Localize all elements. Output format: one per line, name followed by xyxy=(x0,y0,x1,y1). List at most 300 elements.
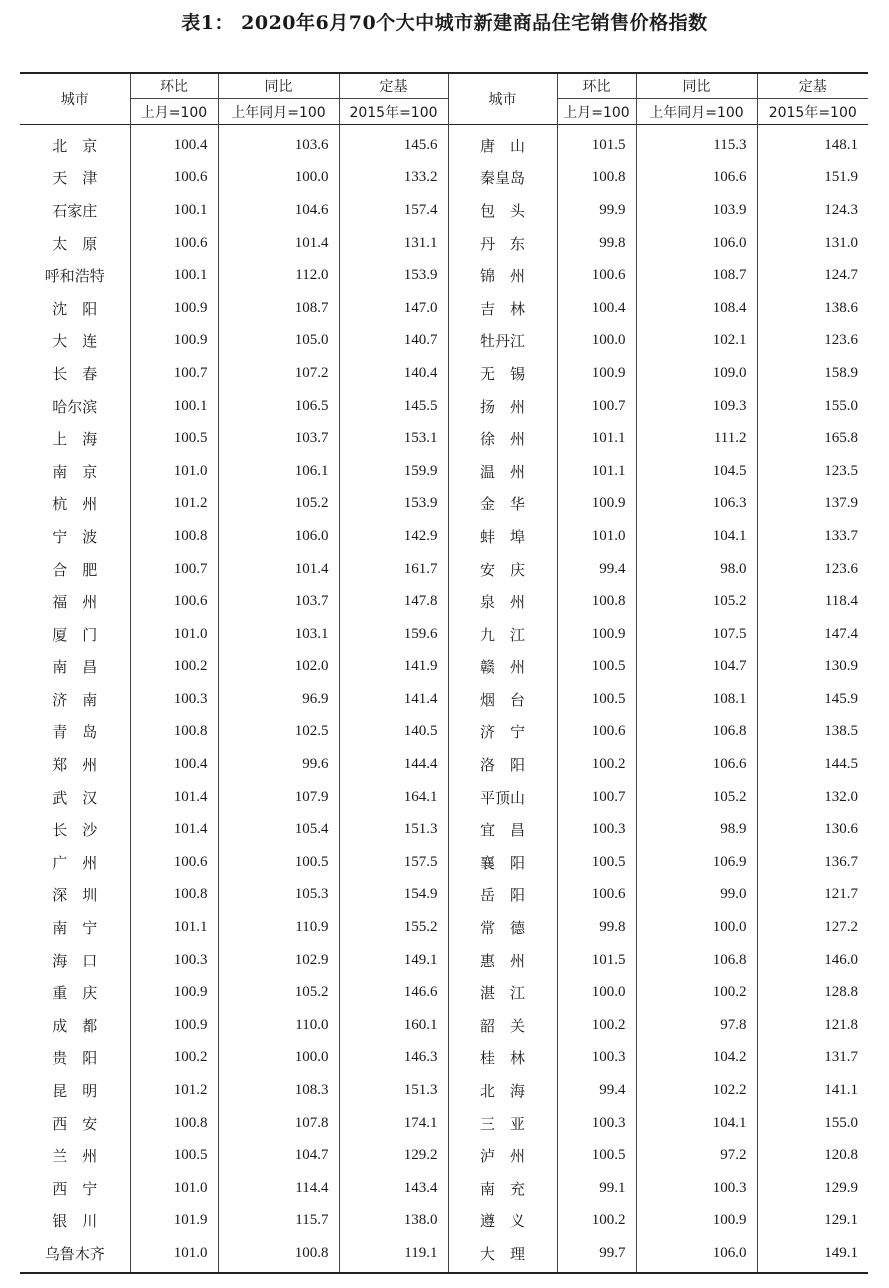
mom-cell-left: 100.7 xyxy=(130,553,218,586)
mom-cell-left: 100.9 xyxy=(130,976,218,1009)
mom-cell-right: 99.1 xyxy=(557,1172,636,1205)
city-cell-left: 石家庄 xyxy=(52,201,98,220)
base-cell-right: 132.0 xyxy=(757,781,868,814)
city-cell-right: 无 锡 xyxy=(448,357,557,390)
mom-cell-left: 101.1 xyxy=(130,911,218,944)
city-cell-right: 蚌 埠 xyxy=(448,520,557,553)
yoy-cell-left: 101.4 xyxy=(218,227,339,260)
base-cell-right: 146.0 xyxy=(757,944,868,977)
table-row xyxy=(20,1107,868,1140)
table-row xyxy=(20,1172,868,1205)
mom-cell-left: 100.9 xyxy=(130,292,218,325)
base-cell-left: 141.4 xyxy=(339,683,448,716)
base-cell-left: 133.2 xyxy=(339,162,448,195)
yoy-cell-left: 106.1 xyxy=(218,455,339,488)
mom-cell-left: 101.0 xyxy=(130,1172,218,1205)
mom-cell-right: 100.3 xyxy=(557,1107,636,1140)
base-cell-left: 161.7 xyxy=(339,553,448,586)
base-cell-left: 151.3 xyxy=(339,813,448,846)
city-cell-left: 广 州 xyxy=(52,853,98,872)
base-cell-left: 145.6 xyxy=(339,125,448,162)
base-cell-left: 164.1 xyxy=(339,781,448,814)
mom-cell-left: 100.8 xyxy=(130,1107,218,1140)
city-cell-left: 沈 阳 xyxy=(52,299,98,318)
mom-cell-right: 100.6 xyxy=(557,716,636,749)
base-cell-left: 145.5 xyxy=(339,390,448,423)
city-cell-right: 温 州 xyxy=(448,455,557,488)
table-row xyxy=(20,879,868,912)
mom-cell-right: 99.9 xyxy=(557,194,636,227)
table-row xyxy=(20,1042,868,1075)
table-row xyxy=(20,390,868,423)
base-cell-left: 140.4 xyxy=(339,357,448,390)
base-cell-left: 146.6 xyxy=(339,976,448,1009)
city-cell-left: 大 连 xyxy=(52,332,98,351)
city-cell-right: 吉 林 xyxy=(448,292,557,325)
city-cell-left: 宁 波 xyxy=(52,527,98,546)
mom-cell-left: 100.9 xyxy=(130,325,218,358)
mom-cell-right: 100.2 xyxy=(557,748,636,781)
yoy-cell-left: 107.2 xyxy=(218,357,339,390)
table-row xyxy=(20,651,868,684)
base-subheader-left: 2015年=100 xyxy=(339,99,448,125)
yoy-cell-left: 99.6 xyxy=(218,748,339,781)
mom-cell-left: 100.8 xyxy=(130,879,218,912)
mom-cell-right: 99.8 xyxy=(557,911,636,944)
yoy-cell-right: 108.7 xyxy=(636,259,757,292)
yoy-cell-left: 106.5 xyxy=(218,390,339,423)
table-row xyxy=(20,292,868,325)
yoy-cell-left: 100.5 xyxy=(218,846,339,879)
base-cell-left: 147.8 xyxy=(339,585,448,618)
mom-cell-right: 100.6 xyxy=(557,259,636,292)
base-header-right: 定基 xyxy=(757,73,868,99)
yoy-cell-right: 98.0 xyxy=(636,553,757,586)
base-cell-left: 153.9 xyxy=(339,488,448,521)
city-cell-left: 太 原 xyxy=(52,234,98,253)
base-cell-left: 140.5 xyxy=(339,716,448,749)
yoy-cell-right: 102.2 xyxy=(636,1074,757,1107)
mom-cell-right: 100.9 xyxy=(557,618,636,651)
base-cell-right: 118.4 xyxy=(757,585,868,618)
base-cell-left: 144.4 xyxy=(339,748,448,781)
mom-cell-left: 100.6 xyxy=(130,846,218,879)
yoy-cell-left: 101.4 xyxy=(218,553,339,586)
base-cell-right: 155.0 xyxy=(757,390,868,423)
mom-cell-left: 100.8 xyxy=(130,520,218,553)
yoy-cell-left: 102.0 xyxy=(218,651,339,684)
table-row xyxy=(20,716,868,749)
mom-cell-right: 100.5 xyxy=(557,846,636,879)
base-cell-right: 133.7 xyxy=(757,520,868,553)
mom-cell-right: 100.8 xyxy=(557,162,636,195)
city-cell-right: 济 宁 xyxy=(448,716,557,749)
city-cell-left: 郑 州 xyxy=(52,756,98,775)
base-subheader-right: 2015年=100 xyxy=(757,99,868,125)
mom-cell-left: 100.2 xyxy=(130,1042,218,1075)
city-cell-left: 南 昌 xyxy=(52,658,98,677)
mom-cell-right: 100.9 xyxy=(557,488,636,521)
base-cell-right: 130.6 xyxy=(757,813,868,846)
table-row xyxy=(20,1074,868,1107)
mom-cell-left: 100.1 xyxy=(130,390,218,423)
table-row xyxy=(20,357,868,390)
yoy-cell-right: 106.0 xyxy=(636,227,757,260)
yoy-cell-left: 110.0 xyxy=(218,1009,339,1042)
mom-cell-left: 100.6 xyxy=(130,227,218,260)
city-cell-left: 长 春 xyxy=(52,364,98,383)
yoy-cell-left: 102.5 xyxy=(218,716,339,749)
base-cell-right: 138.6 xyxy=(757,292,868,325)
table-row xyxy=(20,488,868,521)
table-row xyxy=(20,553,868,586)
yoy-cell-right: 106.8 xyxy=(636,716,757,749)
table-row xyxy=(20,1009,868,1042)
mom-cell-right: 99.4 xyxy=(557,553,636,586)
mom-cell-right: 100.6 xyxy=(557,879,636,912)
table-row xyxy=(20,455,868,488)
mom-cell-left: 100.1 xyxy=(130,194,218,227)
base-header-left: 定基 xyxy=(339,73,448,99)
base-cell-left: 129.2 xyxy=(339,1139,448,1172)
city-cell-right: 泉 州 xyxy=(448,585,557,618)
mom-cell-left: 101.4 xyxy=(130,781,218,814)
city-cell-left: 天 津 xyxy=(52,169,98,188)
city-cell-right: 徐 州 xyxy=(448,422,557,455)
yoy-cell-left: 115.7 xyxy=(218,1205,339,1238)
base-cell-left: 142.9 xyxy=(339,520,448,553)
mom-subheader-right: 上月=100 xyxy=(557,99,636,125)
yoy-cell-left: 108.3 xyxy=(218,1074,339,1107)
city-cell-left: 南 宁 xyxy=(52,919,98,938)
city-cell-left: 呼和浩特 xyxy=(44,267,105,286)
city-cell-right: 唐 山 xyxy=(448,125,557,162)
yoy-cell-right: 104.1 xyxy=(636,520,757,553)
mom-cell-right: 100.7 xyxy=(557,390,636,423)
city-cell-right: 牡丹江 xyxy=(448,325,557,358)
yoy-cell-left: 105.2 xyxy=(218,976,339,1009)
yoy-cell-right: 104.5 xyxy=(636,455,757,488)
yoy-cell-left: 102.9 xyxy=(218,944,339,977)
table-row xyxy=(20,846,868,879)
yoy-cell-right: 108.4 xyxy=(636,292,757,325)
yoy-cell-left: 103.7 xyxy=(218,422,339,455)
base-cell-right: 124.3 xyxy=(757,194,868,227)
base-cell-right: 123.6 xyxy=(757,325,868,358)
yoy-cell-right: 100.2 xyxy=(636,976,757,1009)
city-cell-right: 包 头 xyxy=(448,194,557,227)
base-cell-left: 154.9 xyxy=(339,879,448,912)
city-cell-right: 丹 东 xyxy=(448,227,557,260)
yoy-subheader-left: 上年同月=100 xyxy=(218,99,339,125)
city-cell-right: 安 庆 xyxy=(448,553,557,586)
mom-cell-right: 101.1 xyxy=(557,455,636,488)
base-cell-left: 155.2 xyxy=(339,911,448,944)
city-cell-left: 武 汉 xyxy=(52,788,98,807)
yoy-cell-left: 103.6 xyxy=(218,125,339,162)
mom-cell-right: 100.2 xyxy=(557,1205,636,1238)
mom-cell-right: 100.0 xyxy=(557,976,636,1009)
table-row xyxy=(20,259,868,292)
mom-header-right: 环比 xyxy=(557,73,636,99)
yoy-header-right: 同比 xyxy=(636,73,757,99)
yoy-cell-right: 104.1 xyxy=(636,1107,757,1140)
city-cell-left: 兰 州 xyxy=(52,1147,98,1166)
city-cell-left: 西 宁 xyxy=(52,1179,98,1198)
base-cell-right: 155.0 xyxy=(757,1107,868,1140)
yoy-cell-right: 107.5 xyxy=(636,618,757,651)
table-row xyxy=(20,911,868,944)
yoy-cell-right: 115.3 xyxy=(636,125,757,162)
yoy-cell-left: 103.7 xyxy=(218,585,339,618)
mom-cell-right: 101.1 xyxy=(557,422,636,455)
city-cell-left: 厦 门 xyxy=(52,625,98,644)
yoy-cell-right: 100.3 xyxy=(636,1172,757,1205)
city-cell-right: 锦 州 xyxy=(448,259,557,292)
mom-cell-right: 100.0 xyxy=(557,325,636,358)
mom-cell-left: 100.8 xyxy=(130,716,218,749)
mom-cell-right: 101.5 xyxy=(557,944,636,977)
city-cell-left: 杭 州 xyxy=(52,495,98,514)
yoy-cell-right: 108.1 xyxy=(636,683,757,716)
yoy-cell-right: 109.3 xyxy=(636,390,757,423)
city-cell-right: 洛 阳 xyxy=(448,748,557,781)
yoy-cell-left: 105.0 xyxy=(218,325,339,358)
mom-cell-left: 101.2 xyxy=(130,1074,218,1107)
base-cell-right: 147.4 xyxy=(757,618,868,651)
yoy-cell-right: 109.0 xyxy=(636,357,757,390)
yoy-cell-left: 106.0 xyxy=(218,520,339,553)
mom-cell-left: 101.0 xyxy=(130,1237,218,1273)
mom-cell-right: 100.7 xyxy=(557,781,636,814)
city-cell-left: 济 南 xyxy=(52,690,98,709)
base-cell-right: 130.9 xyxy=(757,651,868,684)
base-cell-left: 131.1 xyxy=(339,227,448,260)
base-cell-right: 149.1 xyxy=(757,1237,868,1273)
city-cell-right: 惠 州 xyxy=(448,944,557,977)
city-cell-left: 深 圳 xyxy=(52,886,98,905)
mom-cell-left: 100.3 xyxy=(130,944,218,977)
city-cell-right: 金 华 xyxy=(448,488,557,521)
city-cell-right: 平顶山 xyxy=(448,781,557,814)
yoy-cell-right: 104.7 xyxy=(636,651,757,684)
base-cell-left: 138.0 xyxy=(339,1205,448,1238)
table-header xyxy=(20,73,868,125)
base-cell-left: 140.7 xyxy=(339,325,448,358)
base-cell-left: 160.1 xyxy=(339,1009,448,1042)
yoy-cell-left: 112.0 xyxy=(218,259,339,292)
base-cell-right: 136.7 xyxy=(757,846,868,879)
yoy-cell-right: 97.2 xyxy=(636,1139,757,1172)
city-cell-right: 韶 关 xyxy=(448,1009,557,1042)
yoy-cell-right: 100.9 xyxy=(636,1205,757,1238)
city-cell-right: 三 亚 xyxy=(448,1107,557,1140)
mom-cell-right: 101.5 xyxy=(557,125,636,162)
base-cell-right: 120.8 xyxy=(757,1139,868,1172)
table-row xyxy=(20,813,868,846)
mom-cell-right: 100.9 xyxy=(557,357,636,390)
yoy-cell-left: 114.4 xyxy=(218,1172,339,1205)
base-cell-right: 151.9 xyxy=(757,162,868,195)
mom-cell-left: 100.6 xyxy=(130,585,218,618)
city-cell-right: 宜 昌 xyxy=(448,813,557,846)
city-cell-right: 烟 台 xyxy=(448,683,557,716)
table-row xyxy=(20,748,868,781)
yoy-cell-right: 106.9 xyxy=(636,846,757,879)
city-cell-right: 南 充 xyxy=(448,1172,557,1205)
base-cell-right: 129.9 xyxy=(757,1172,868,1205)
base-cell-right: 129.1 xyxy=(757,1205,868,1238)
mom-cell-left: 100.4 xyxy=(130,125,218,162)
mom-cell-left: 100.9 xyxy=(130,1009,218,1042)
base-cell-left: 149.1 xyxy=(339,944,448,977)
mom-cell-left: 101.9 xyxy=(130,1205,218,1238)
table-row xyxy=(20,944,868,977)
base-cell-left: 157.4 xyxy=(339,194,448,227)
yoy-cell-right: 102.1 xyxy=(636,325,757,358)
yoy-cell-left: 100.0 xyxy=(218,1042,339,1075)
city-cell-left: 哈尔滨 xyxy=(52,397,98,416)
mom-cell-left: 100.6 xyxy=(130,162,218,195)
yoy-cell-left: 103.1 xyxy=(218,618,339,651)
base-cell-left: 159.9 xyxy=(339,455,448,488)
table-row xyxy=(20,976,868,1009)
mom-cell-left: 100.4 xyxy=(130,748,218,781)
mom-subheader-left: 上月=100 xyxy=(130,99,218,125)
mom-cell-right: 100.2 xyxy=(557,1009,636,1042)
mom-cell-left: 100.3 xyxy=(130,683,218,716)
table-row xyxy=(20,585,868,618)
base-cell-left: 146.3 xyxy=(339,1042,448,1075)
table-title: 表1： 2020年6月70个大中城市新建商品住宅销售价格指数 xyxy=(181,12,708,34)
table-row xyxy=(20,162,868,195)
mom-cell-right: 101.0 xyxy=(557,520,636,553)
yoy-cell-left: 107.9 xyxy=(218,781,339,814)
base-cell-right: 137.9 xyxy=(757,488,868,521)
base-cell-left: 157.5 xyxy=(339,846,448,879)
yoy-cell-left: 100.8 xyxy=(218,1237,339,1273)
city-cell-right: 秦皇岛 xyxy=(448,162,557,195)
yoy-cell-right: 111.2 xyxy=(636,422,757,455)
mom-cell-left: 101.4 xyxy=(130,813,218,846)
base-cell-left: 119.1 xyxy=(339,1237,448,1273)
mom-cell-right: 99.8 xyxy=(557,227,636,260)
city-cell-left: 西 安 xyxy=(52,1114,98,1133)
city-header-left: 城市 xyxy=(60,92,89,108)
city-cell-left: 昆 明 xyxy=(52,1082,98,1101)
city-cell-left: 上 海 xyxy=(52,430,98,449)
city-cell-right: 常 德 xyxy=(448,911,557,944)
yoy-cell-right: 106.6 xyxy=(636,162,757,195)
table-row xyxy=(20,781,868,814)
yoy-cell-left: 100.0 xyxy=(218,162,339,195)
yoy-cell-right: 106.8 xyxy=(636,944,757,977)
base-cell-left: 141.9 xyxy=(339,651,448,684)
table-row xyxy=(20,1237,868,1273)
yoy-subheader-right: 上年同月=100 xyxy=(636,99,757,125)
yoy-cell-left: 105.3 xyxy=(218,879,339,912)
yoy-cell-left: 105.4 xyxy=(218,813,339,846)
mom-cell-left: 101.0 xyxy=(130,618,218,651)
mom-cell-right: 99.7 xyxy=(557,1237,636,1273)
yoy-cell-right: 98.9 xyxy=(636,813,757,846)
base-cell-left: 174.1 xyxy=(339,1107,448,1140)
base-cell-right: 148.1 xyxy=(757,125,868,162)
yoy-cell-left: 96.9 xyxy=(218,683,339,716)
mom-cell-right: 100.5 xyxy=(557,683,636,716)
city-cell-left: 北 京 xyxy=(52,136,98,155)
city-header-right: 城市 xyxy=(448,73,557,125)
mom-cell-left: 100.5 xyxy=(130,422,218,455)
table-row xyxy=(20,422,868,455)
base-cell-left: 147.0 xyxy=(339,292,448,325)
mom-cell-right: 99.4 xyxy=(557,1074,636,1107)
yoy-cell-right: 105.2 xyxy=(636,585,757,618)
mom-cell-left: 100.5 xyxy=(130,1139,218,1172)
yoy-cell-right: 105.2 xyxy=(636,781,757,814)
city-cell-left: 长 沙 xyxy=(52,821,98,840)
yoy-cell-left: 110.9 xyxy=(218,911,339,944)
city-cell-right: 襄 阳 xyxy=(448,846,557,879)
mom-cell-left: 100.7 xyxy=(130,357,218,390)
city-cell-right: 桂 林 xyxy=(448,1042,557,1075)
base-cell-right: 131.0 xyxy=(757,227,868,260)
yoy-cell-right: 106.3 xyxy=(636,488,757,521)
price-index-table xyxy=(20,72,868,1274)
mom-header-left: 环比 xyxy=(130,73,218,99)
city-cell-right: 九 江 xyxy=(448,618,557,651)
mom-cell-right: 100.8 xyxy=(557,585,636,618)
yoy-cell-right: 97.8 xyxy=(636,1009,757,1042)
city-cell-left: 乌鲁木齐 xyxy=(44,1244,105,1263)
city-cell-left: 银 川 xyxy=(52,1212,98,1231)
yoy-cell-right: 104.2 xyxy=(636,1042,757,1075)
yoy-cell-right: 106.6 xyxy=(636,748,757,781)
base-cell-right: 144.5 xyxy=(757,748,868,781)
mom-cell-left: 100.2 xyxy=(130,651,218,684)
table-row xyxy=(20,227,868,260)
mom-cell-left: 101.0 xyxy=(130,455,218,488)
base-cell-right: 124.7 xyxy=(757,259,868,292)
base-cell-right: 141.1 xyxy=(757,1074,868,1107)
table-row xyxy=(20,618,868,651)
table-body xyxy=(20,125,868,1273)
yoy-cell-right: 106.0 xyxy=(636,1237,757,1273)
city-cell-right: 北 海 xyxy=(448,1074,557,1107)
city-cell-left: 青 岛 xyxy=(52,723,98,742)
yoy-cell-right: 99.0 xyxy=(636,879,757,912)
city-cell-right: 湛 江 xyxy=(448,976,557,1009)
city-cell-right: 大 理 xyxy=(448,1237,557,1273)
city-cell-right: 赣 州 xyxy=(448,651,557,684)
table-row xyxy=(20,683,868,716)
table-row xyxy=(20,325,868,358)
base-cell-left: 159.6 xyxy=(339,618,448,651)
city-cell-left: 贵 阳 xyxy=(52,1049,98,1068)
city-cell-left: 合 肥 xyxy=(52,560,98,579)
table-row xyxy=(20,194,868,227)
yoy-header-left: 同比 xyxy=(218,73,339,99)
mom-cell-left: 101.2 xyxy=(130,488,218,521)
base-cell-right: 158.9 xyxy=(757,357,868,390)
yoy-cell-left: 108.7 xyxy=(218,292,339,325)
base-cell-left: 153.9 xyxy=(339,259,448,292)
city-cell-right: 遵 义 xyxy=(448,1205,557,1238)
yoy-cell-left: 107.8 xyxy=(218,1107,339,1140)
base-cell-left: 143.4 xyxy=(339,1172,448,1205)
mom-cell-right: 100.3 xyxy=(557,813,636,846)
base-cell-right: 128.8 xyxy=(757,976,868,1009)
